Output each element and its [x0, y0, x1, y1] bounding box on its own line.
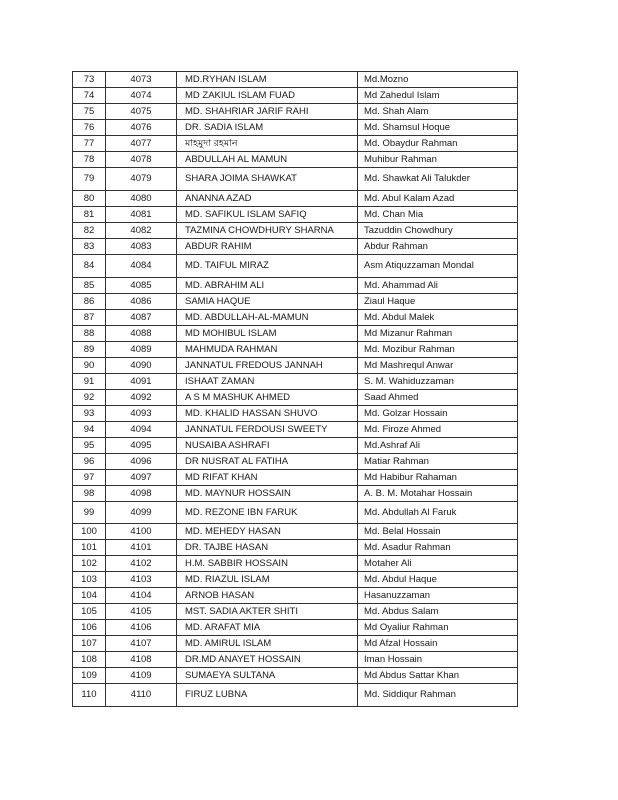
- father-name-cell: Md Mashrequl Anwar: [358, 358, 518, 374]
- father-name-cell: Asm Atiquzzaman Mondal: [358, 255, 518, 278]
- table-row: [73, 278, 518, 294]
- table-row: [73, 556, 518, 572]
- father-name-cell: Md. Shah Alam: [358, 104, 518, 120]
- serial-number-cell: 102: [73, 556, 106, 572]
- serial-number-cell: 101: [73, 540, 106, 556]
- roll-number-cell: 4105: [106, 604, 177, 620]
- serial-number-cell: 110: [73, 684, 106, 707]
- serial-number-cell: 84: [73, 255, 106, 278]
- roll-number-cell: 4107: [106, 636, 177, 652]
- table-row: [73, 310, 518, 326]
- roster-table-body: [73, 72, 518, 707]
- roll-number-cell: 4090: [106, 358, 177, 374]
- table-row: [73, 604, 518, 620]
- table-row: [73, 294, 518, 310]
- table-row: [73, 72, 518, 88]
- roll-number-cell: 4085: [106, 278, 177, 294]
- table-row: [73, 636, 518, 652]
- table-row: [73, 620, 518, 636]
- roll-number-cell: 4103: [106, 572, 177, 588]
- table-row: [73, 502, 518, 524]
- name-cell: SAMIA HAQUE: [177, 294, 358, 310]
- serial-number-cell: 77: [73, 136, 106, 152]
- table-row: [73, 168, 518, 191]
- serial-number-cell: 81: [73, 207, 106, 223]
- roll-number-cell: 4092: [106, 390, 177, 406]
- table-row: [73, 120, 518, 136]
- table-row: [73, 470, 518, 486]
- serial-number-cell: 83: [73, 239, 106, 255]
- name-cell: ABDUR RAHIM: [177, 239, 358, 255]
- roll-number-cell: 4094: [106, 422, 177, 438]
- table-row: [73, 438, 518, 454]
- serial-number-cell: 87: [73, 310, 106, 326]
- roll-number-cell: 4101: [106, 540, 177, 556]
- name-cell: SUMAEYA SULTANA: [177, 668, 358, 684]
- name-cell: MD. MEHEDY HASAN: [177, 524, 358, 540]
- serial-number-cell: 97: [73, 470, 106, 486]
- name-cell: DR. TAJBE HASAN: [177, 540, 358, 556]
- serial-number-cell: 105: [73, 604, 106, 620]
- name-cell: NUSAIBA ASHRAFI: [177, 438, 358, 454]
- name-cell: TAZMINA CHOWDHURY SHARNA: [177, 223, 358, 239]
- roll-number-cell: 4102: [106, 556, 177, 572]
- father-name-cell: Md. Shawkat Ali Talukder: [358, 168, 518, 191]
- serial-number-cell: 94: [73, 422, 106, 438]
- father-name-cell: Md. Abdul Malek: [358, 310, 518, 326]
- father-name-cell: Hasanuzzaman: [358, 588, 518, 604]
- serial-number-cell: 108: [73, 652, 106, 668]
- roll-number-cell: 4106: [106, 620, 177, 636]
- table-row: [73, 326, 518, 342]
- table-row: [73, 486, 518, 502]
- father-name-cell: Md. Asadur Rahman: [358, 540, 518, 556]
- serial-number-cell: 103: [73, 572, 106, 588]
- table-row: [73, 524, 518, 540]
- name-cell: DR. SADIA ISLAM: [177, 120, 358, 136]
- serial-number-cell: 106: [73, 620, 106, 636]
- roll-number-cell: 4089: [106, 342, 177, 358]
- father-name-cell: Md.Ashraf Ali: [358, 438, 518, 454]
- name-cell: MD. RIAZUL ISLAM: [177, 572, 358, 588]
- father-name-cell: Md Mizanur Rahman: [358, 326, 518, 342]
- father-name-cell: Md. Abul Kalam Azad: [358, 191, 518, 207]
- serial-number-cell: 80: [73, 191, 106, 207]
- roll-number-cell: 4099: [106, 502, 177, 524]
- name-cell: ABDULLAH AL MAMUN: [177, 152, 358, 168]
- roll-number-cell: 4096: [106, 454, 177, 470]
- name-cell: MD. REZONE IBN FARUK: [177, 502, 358, 524]
- father-name-cell: Md Habibur Rahaman: [358, 470, 518, 486]
- father-name-cell: A. B. M. Motahar Hossain: [358, 486, 518, 502]
- roll-number-cell: 4100: [106, 524, 177, 540]
- serial-number-cell: 90: [73, 358, 106, 374]
- table-row: [73, 136, 518, 152]
- roll-number-cell: 4078: [106, 152, 177, 168]
- serial-number-cell: 82: [73, 223, 106, 239]
- serial-number-cell: 92: [73, 390, 106, 406]
- name-cell: H.M. SABBIR HOSSAIN: [177, 556, 358, 572]
- serial-number-cell: 95: [73, 438, 106, 454]
- name-cell: MD MOHIBUL ISLAM: [177, 326, 358, 342]
- serial-number-cell: 76: [73, 120, 106, 136]
- father-name-cell: Md. Ahammad Ali: [358, 278, 518, 294]
- name-cell: MD. KHALID HASSAN SHUVO: [177, 406, 358, 422]
- table-row: [73, 374, 518, 390]
- name-cell: ARNOB HASAN: [177, 588, 358, 604]
- roll-number-cell: 4109: [106, 668, 177, 684]
- serial-number-cell: 85: [73, 278, 106, 294]
- roll-number-cell: 4080: [106, 191, 177, 207]
- name-cell: JANNATUL FERDOUSI SWEETY: [177, 422, 358, 438]
- table-row: [73, 684, 518, 707]
- name-cell: MD. ARAFAT MIA: [177, 620, 358, 636]
- name-cell: JANNATUL FREDOUS JANNAH: [177, 358, 358, 374]
- father-name-cell: Md.Mozno: [358, 72, 518, 88]
- name-cell: SHARA JOIMA SHAWKAT: [177, 168, 358, 191]
- name-cell: MAHMUDA RAHMAN: [177, 342, 358, 358]
- roll-number-cell: 4104: [106, 588, 177, 604]
- name-cell: মাহমুদা রহমান: [177, 136, 358, 152]
- serial-number-cell: 88: [73, 326, 106, 342]
- table-row: [73, 104, 518, 120]
- name-cell: MD. AMIRUL ISLAM: [177, 636, 358, 652]
- table-row: [73, 152, 518, 168]
- father-name-cell: Md. Chan Mia: [358, 207, 518, 223]
- father-name-cell: Md. Shamsul Hoque: [358, 120, 518, 136]
- roll-number-cell: 4095: [106, 438, 177, 454]
- table-row: [73, 540, 518, 556]
- table-row: [73, 454, 518, 470]
- name-cell: ANANNA AZAD: [177, 191, 358, 207]
- father-name-cell: Motaher Ali: [358, 556, 518, 572]
- roll-number-cell: 4084: [106, 255, 177, 278]
- roll-number-cell: 4082: [106, 223, 177, 239]
- roll-number-cell: 4073: [106, 72, 177, 88]
- name-cell: MST. SADIA AKTER SHITI: [177, 604, 358, 620]
- serial-number-cell: 73: [73, 72, 106, 88]
- table-row: [73, 406, 518, 422]
- name-cell: MD.RYHAN ISLAM: [177, 72, 358, 88]
- father-name-cell: Md. Golzar Hossain: [358, 406, 518, 422]
- serial-number-cell: 74: [73, 88, 106, 104]
- father-name-cell: Md. Siddiqur Rahman: [358, 684, 518, 707]
- table-row: [73, 239, 518, 255]
- father-name-cell: Abdur Rahman: [358, 239, 518, 255]
- roll-number-cell: 4097: [106, 470, 177, 486]
- serial-number-cell: 78: [73, 152, 106, 168]
- serial-number-cell: 93: [73, 406, 106, 422]
- table-row: [73, 390, 518, 406]
- father-name-cell: Md Zahedul Islam: [358, 88, 518, 104]
- roll-number-cell: 4083: [106, 239, 177, 255]
- table-row: [73, 191, 518, 207]
- serial-number-cell: 104: [73, 588, 106, 604]
- name-cell: MD. SHAHRIAR JARIF RAHI: [177, 104, 358, 120]
- roll-number-cell: 4079: [106, 168, 177, 191]
- table-row: [73, 572, 518, 588]
- serial-number-cell: 86: [73, 294, 106, 310]
- serial-number-cell: 91: [73, 374, 106, 390]
- table-row: [73, 358, 518, 374]
- table-row: [73, 588, 518, 604]
- name-cell: MD. TAIFUL MIRAZ: [177, 255, 358, 278]
- name-cell: MD. ABRAHIM ALI: [177, 278, 358, 294]
- father-name-cell: Md. Abdul Haque: [358, 572, 518, 588]
- roll-number-cell: 4093: [106, 406, 177, 422]
- father-name-cell: Md Afzal Hossain: [358, 636, 518, 652]
- father-name-cell: S. M. Wahiduzzaman: [358, 374, 518, 390]
- table-row: [73, 207, 518, 223]
- roll-number-cell: 4110: [106, 684, 177, 707]
- table-row: [73, 342, 518, 358]
- father-name-cell: Matiar Rahman: [358, 454, 518, 470]
- roster-table: [72, 71, 518, 707]
- table-row: [73, 223, 518, 239]
- serial-number-cell: 99: [73, 502, 106, 524]
- serial-number-cell: 107: [73, 636, 106, 652]
- table-row: [73, 422, 518, 438]
- serial-number-cell: 79: [73, 168, 106, 191]
- name-cell: FIRUZ LUBNA: [177, 684, 358, 707]
- roll-number-cell: 4091: [106, 374, 177, 390]
- roll-number-cell: 4088: [106, 326, 177, 342]
- serial-number-cell: 75: [73, 104, 106, 120]
- serial-number-cell: 98: [73, 486, 106, 502]
- name-cell: MD. ABDULLAH-AL-MAMUN: [177, 310, 358, 326]
- father-name-cell: Ziaul Haque: [358, 294, 518, 310]
- father-name-cell: Md. Firoze Ahmed: [358, 422, 518, 438]
- table-row: [73, 255, 518, 278]
- table-row: [73, 88, 518, 104]
- father-name-cell: Md. Abdus Salam: [358, 604, 518, 620]
- father-name-cell: Md. Mozibur Rahman: [358, 342, 518, 358]
- roll-number-cell: 4098: [106, 486, 177, 502]
- father-name-cell: Md. Abdullah Al Faruk: [358, 502, 518, 524]
- father-name-cell: Muhibur Rahman: [358, 152, 518, 168]
- roll-number-cell: 4076: [106, 120, 177, 136]
- name-cell: DR.MD ANAYET HOSSAIN: [177, 652, 358, 668]
- father-name-cell: Tazuddin Chowdhury: [358, 223, 518, 239]
- name-cell: MD. SAFIKUL ISLAM SAFIQ: [177, 207, 358, 223]
- father-name-cell: Saad Ahmed: [358, 390, 518, 406]
- name-cell: MD RIFAT KHAN: [177, 470, 358, 486]
- roll-number-cell: 4108: [106, 652, 177, 668]
- roll-number-cell: 4087: [106, 310, 177, 326]
- roll-number-cell: 4075: [106, 104, 177, 120]
- roll-number-cell: 4081: [106, 207, 177, 223]
- name-cell: MD ZAKIUL ISLAM FUAD: [177, 88, 358, 104]
- name-cell: DR NUSRAT AL FATIHA: [177, 454, 358, 470]
- father-name-cell: Md. Belal Hossain: [358, 524, 518, 540]
- serial-number-cell: 109: [73, 668, 106, 684]
- name-cell: A S M MASHUK AHMED: [177, 390, 358, 406]
- table-row: [73, 652, 518, 668]
- name-cell: ISHAAT ZAMAN: [177, 374, 358, 390]
- roll-number-cell: 4074: [106, 88, 177, 104]
- father-name-cell: Md Oyaliur Rahman: [358, 620, 518, 636]
- table-row: [73, 668, 518, 684]
- serial-number-cell: 89: [73, 342, 106, 358]
- serial-number-cell: 96: [73, 454, 106, 470]
- roll-number-cell: 4077: [106, 136, 177, 152]
- roll-number-cell: 4086: [106, 294, 177, 310]
- father-name-cell: Iman Hossain: [358, 652, 518, 668]
- father-name-cell: Md. Obaydur Rahman: [358, 136, 518, 152]
- father-name-cell: Md Abdus Sattar Khan: [358, 668, 518, 684]
- serial-number-cell: 100: [73, 524, 106, 540]
- name-cell: MD. MAYNUR HOSSAIN: [177, 486, 358, 502]
